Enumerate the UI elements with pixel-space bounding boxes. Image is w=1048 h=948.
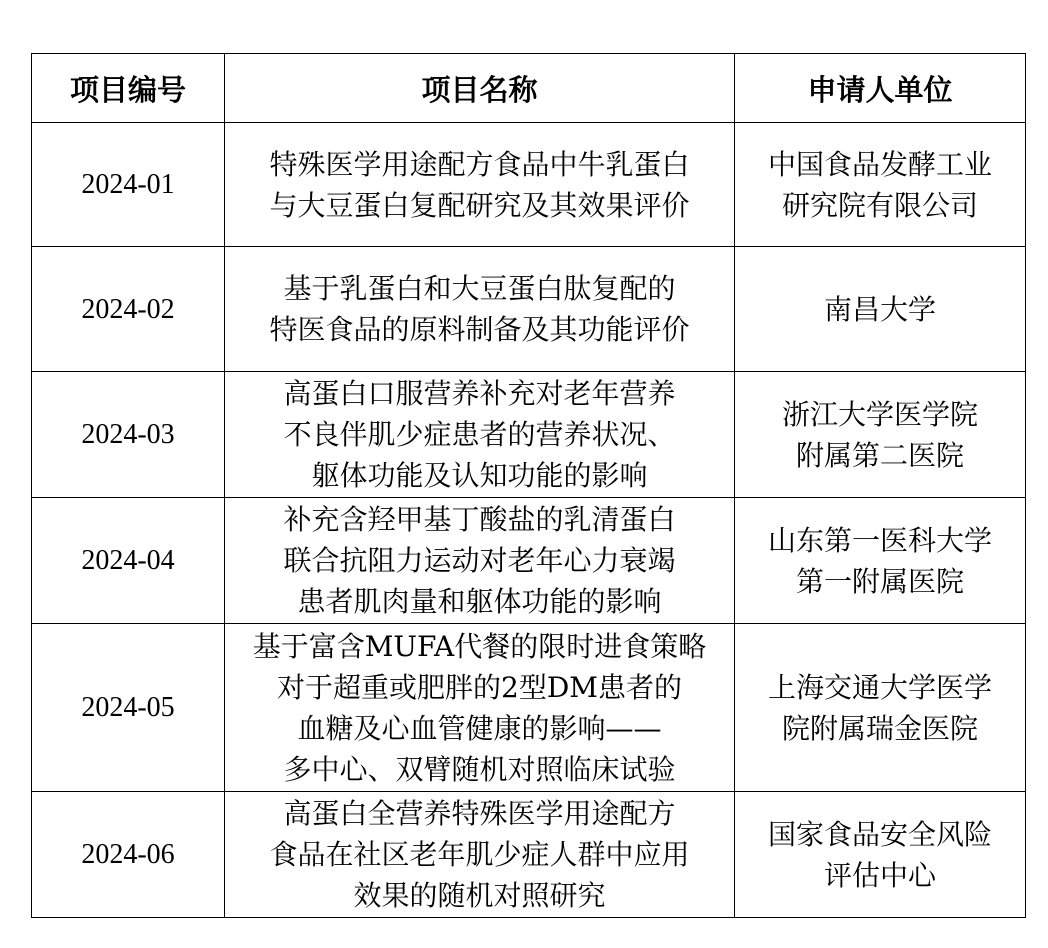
applicant-unit-line: 研究院有限公司	[781, 188, 978, 222]
table-row	[32, 624, 1026, 792]
table-row	[32, 123, 1026, 247]
project-name-line: 食品在社区老年肌少症人群中应用	[269, 838, 690, 871]
project-name-line: 基于乳蛋白和大豆蛋白肽复配的	[283, 272, 676, 305]
project-name-line: 与大豆蛋白复配研究及其效果评价	[269, 188, 690, 222]
project-id-cell: 2024-02	[32, 247, 225, 372]
project-name-cell	[225, 123, 735, 247]
project-table	[31, 53, 1026, 918]
project-name-cell	[225, 372, 735, 498]
project-id-cell: 2024-03	[32, 372, 225, 498]
applicant-unit-line: 中国食品发酵工业	[767, 147, 992, 181]
project-name-cell	[225, 624, 735, 792]
applicant-unit-cell	[735, 247, 1026, 372]
project-id-cell: 2024-01	[32, 123, 225, 247]
applicant-unit-line: 院附属瑞金医院	[781, 711, 978, 745]
project-name-line: 对于超重或肥胖的2型DM患者的	[277, 670, 682, 704]
project-name-line: 高蛋白口服营养补充对老年营养	[283, 377, 676, 410]
applicant-unit-line: 评估中心	[823, 858, 936, 892]
project-name-line: 躯体功能及认知功能的影响	[311, 459, 648, 492]
project-name-cell	[225, 498, 735, 624]
project-name-line: 血糖及心血管健康的影响——	[297, 711, 662, 745]
project-name-cell	[225, 792, 735, 918]
applicant-unit-line: 第一附属医院	[795, 564, 964, 598]
table-row	[32, 372, 1026, 498]
project-id-cell: 2024-04	[32, 498, 225, 624]
table-row	[32, 498, 1026, 624]
project-name-line: 联合抗阻力运动对老年心力衰竭	[283, 544, 676, 577]
header-row	[32, 54, 1026, 123]
project-id-cell: 2024-05	[32, 624, 225, 792]
project-name-line: 不良伴肌少症患者的营养状况、	[283, 418, 676, 451]
applicant-unit-line: 国家食品安全风险	[767, 817, 992, 851]
project-name-line: 特殊医学用途配方食品中牛乳蛋白	[269, 147, 690, 181]
header-project-name: 项目名称	[225, 54, 735, 123]
applicant-unit-line: 南昌大学	[823, 292, 936, 326]
table-row	[32, 247, 1026, 372]
header-applicant-unit: 申请人单位	[735, 54, 1026, 123]
table-row	[32, 792, 1026, 918]
project-name-line: 基于富含MUFA代餐的限时进食策略	[252, 629, 707, 663]
header-project-id: 项目编号	[32, 54, 225, 123]
project-name-line: 多中心、双臂随机对照临床试验	[283, 752, 676, 786]
project-name-line: 高蛋白全营养特殊医学用途配方	[283, 797, 676, 830]
applicant-unit-line: 山东第一医科大学	[767, 523, 992, 557]
project-name-cell	[225, 247, 735, 372]
project-id-cell: 2024-06	[32, 792, 225, 918]
applicant-unit-cell	[735, 624, 1026, 792]
project-name-line: 特医食品的原料制备及其功能评价	[269, 313, 690, 346]
applicant-unit-line: 上海交通大学医学	[767, 670, 992, 704]
project-name-line: 补充含羟甲基丁酸盐的乳清蛋白	[283, 503, 676, 536]
applicant-unit-cell	[735, 123, 1026, 247]
applicant-unit-line: 浙江大学医学院	[781, 397, 978, 431]
project-name-line: 效果的随机对照研究	[353, 879, 606, 912]
project-name-line: 患者肌肉量和躯体功能的影响	[297, 585, 662, 618]
applicant-unit-cell	[735, 498, 1026, 624]
applicant-unit-cell	[735, 792, 1026, 918]
applicant-unit-line: 附属第二医院	[795, 438, 964, 472]
applicant-unit-cell	[735, 372, 1026, 498]
